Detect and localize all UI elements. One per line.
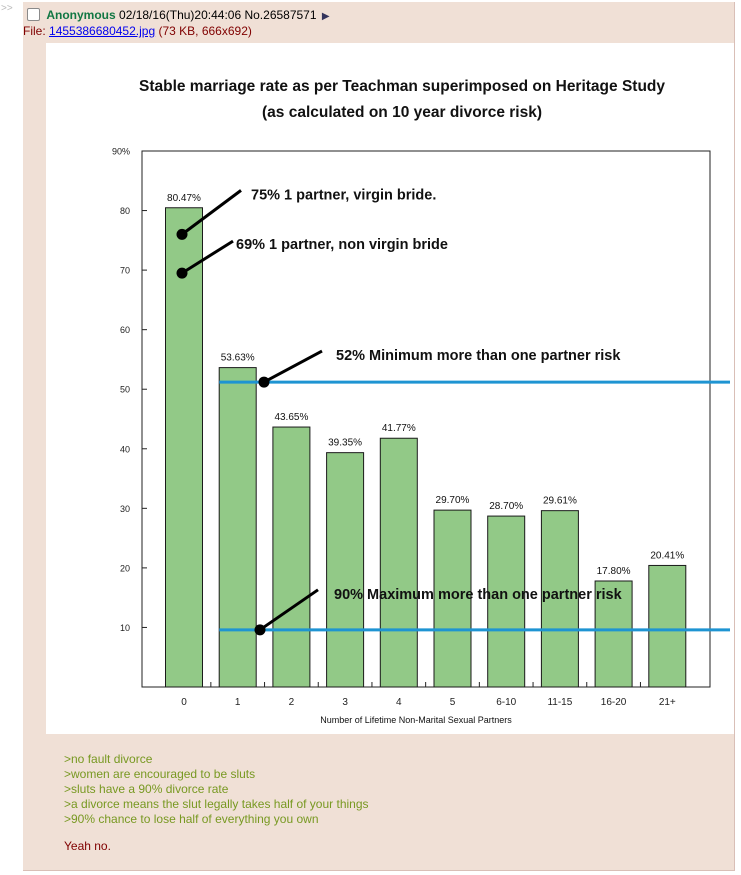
bar (380, 438, 417, 687)
annotation-label: 69% 1 partner, non virgin bride (236, 237, 448, 254)
x-tick-label: 11-15 (547, 697, 573, 708)
y-tick-label: 50 (119, 384, 130, 395)
y-tick-label: 90% (111, 146, 130, 157)
x-tick-label: 21+ (658, 697, 676, 708)
bar (273, 427, 310, 687)
bar-value-label: 28.70% (489, 501, 524, 513)
x-tick-label: 16-20 (600, 697, 627, 708)
pointer-dot (259, 377, 270, 388)
greentext-line-2: >women are encouraged to be sluts (64, 767, 256, 781)
chart-image[interactable] (46, 43, 734, 734)
pointer-line (264, 351, 322, 382)
greentext-line-4: >a divorce means the slut legally takes half of your things (64, 797, 369, 811)
x-tick-label: 2 (288, 697, 295, 708)
post-header (27, 8, 330, 24)
poster-name: Anonymous (46, 8, 116, 22)
post-message (64, 752, 369, 854)
post-menu-arrow-icon[interactable]: ▶ (321, 11, 330, 22)
post-select-checkbox[interactable] (27, 8, 40, 21)
post-datetime: 02/18/16(Thu)20:44:06 (119, 8, 242, 22)
x-axis-label: Number of Lifetime Non-Marital Sexual Partners (320, 715, 512, 725)
x-tick-label: 1 (234, 697, 241, 708)
chart-title: Stable marriage rate as per Teachman superimposed on Heritage Study (138, 78, 666, 95)
bar-value-label: 20.41% (650, 550, 685, 562)
bar (649, 565, 686, 687)
bar-chart (46, 43, 734, 734)
bar-value-label: 39.35% (328, 437, 363, 449)
y-tick-label: 40 (119, 444, 130, 455)
quote-arrows: >> (1, 3, 13, 14)
bar-value-label: 17.80% (596, 565, 631, 577)
bar-value-label: 80.47% (167, 192, 201, 204)
annotation-label: 75% 1 partner, virgin bride. (251, 187, 437, 204)
x-tick-label: 5 (449, 697, 456, 708)
y-tick-label: 10 (119, 622, 130, 633)
x-tick-label: 4 (396, 697, 402, 708)
post-number-link[interactable]: No.26587571 (244, 8, 317, 22)
greentext-line-5: >90% chance to lose half of everything you own (64, 812, 319, 826)
annotation-dot (177, 268, 188, 279)
bar-value-label: 29.70% (435, 495, 470, 507)
x-tick-label: 6-10 (496, 697, 517, 708)
closing-line: Yeah no. (64, 839, 111, 853)
reply-post (23, 2, 735, 871)
file-info (23, 24, 252, 38)
y-tick-label: 30 (119, 503, 130, 514)
bar-value-label: 53.63% (220, 352, 255, 364)
chart-subtitle: (as calculated on 10 year divorce risk) (262, 104, 542, 121)
bar-value-label: 29.61% (542, 495, 577, 507)
annotations (177, 187, 448, 278)
x-tick-label: 0 (181, 697, 187, 708)
bars (166, 193, 686, 687)
y-tick-label: 20 (119, 563, 130, 574)
bar (219, 368, 256, 687)
y-tick-label: 70 (119, 265, 130, 276)
y-tick-label: 80 (119, 206, 130, 217)
reference-line-label: 52% Minimum more than one partner risk (336, 348, 621, 365)
bar (327, 453, 364, 687)
greentext-line-1: >no fault divorce (64, 752, 153, 766)
reference-line-label: 90% Maximum more than one partner risk (334, 586, 622, 603)
bar-value-label: 41.77% (381, 423, 416, 435)
bar-value-label: 43.65% (274, 412, 309, 424)
file-name-link[interactable]: 1455386680452.jpg (49, 24, 156, 38)
file-label: File: (23, 24, 46, 38)
annotation-dot (177, 229, 188, 240)
pointer-dot (255, 624, 266, 635)
bar (166, 208, 203, 687)
x-tick-label: 3 (342, 697, 348, 708)
greentext-line-3: >sluts have a 90% divorce rate (64, 782, 229, 796)
y-tick-label: 60 (119, 325, 130, 336)
file-meta: (73 KB, 666x692) (158, 24, 252, 38)
